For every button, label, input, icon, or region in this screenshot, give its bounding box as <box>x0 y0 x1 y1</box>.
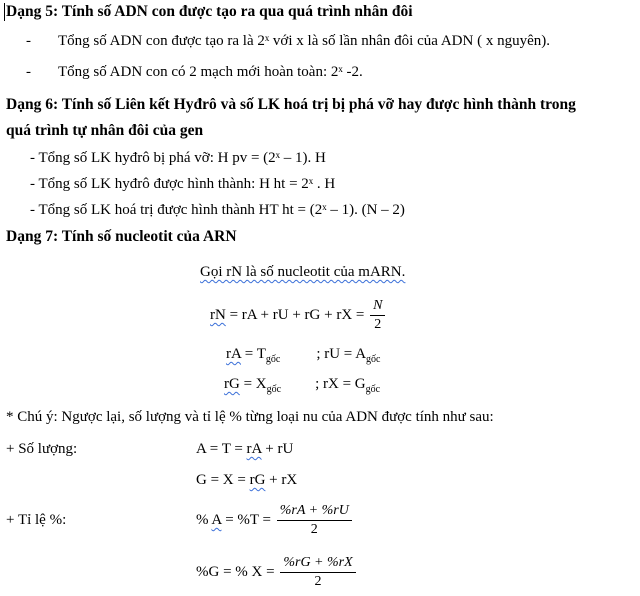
formula-rn-left: rN <box>210 307 226 323</box>
text-cursor <box>4 3 5 21</box>
soluong-eq-1-ru: + rU <box>261 441 294 457</box>
formula-ru: ; rU = A <box>316 346 367 362</box>
soluong-label: + Số lượng: <box>6 441 78 457</box>
fraction-denominator: 2 <box>314 574 322 590</box>
formula-rg: rG <box>224 376 240 392</box>
tile-eq-1 <box>196 500 354 540</box>
fraction-numerator: N <box>370 298 385 316</box>
dang6-line-3: - Tổng số LK hoá trị được hình thành HT ht = (2ˣ – 1). (N – 2) <box>30 202 405 218</box>
formula-ra-ru <box>226 344 380 364</box>
dang5-line-2: Tổng số ADN con có 2 mạch mới hoàn toàn: 2ˣ -2. <box>58 64 363 80</box>
tile-label: + Tỉ lệ %: <box>6 512 67 528</box>
dang6-title-2: quá trình tự nhân đôi của gen <box>6 122 204 139</box>
dang7-intro-text: Gọi rN là số nucleotit của mARN. <box>200 264 406 280</box>
soluong-eq-2-left: G = X = <box>196 472 250 488</box>
soluong-eq-1-ra: rA <box>246 441 262 457</box>
dang5-bullet-2: - <box>26 64 31 80</box>
dang5-bullet-1: - <box>26 33 31 49</box>
soluong-eq-1-left: A = T = <box>196 441 247 457</box>
formula-rn-fraction <box>370 298 385 333</box>
fraction-denominator: 2 <box>374 317 382 333</box>
dang5-line-1: Tổng số ADN con được tạo ra là 2ˣ với x là số lần nhân đôi của ADN ( x nguyên). <box>58 33 550 49</box>
fraction-numerator: %rG + %rX <box>280 555 355 573</box>
soluong-eq-2-rg: rG <box>249 472 266 488</box>
fraction-denominator: 2 <box>310 522 318 538</box>
tile-eq-1-fraction <box>277 503 352 538</box>
dang7-title: Dạng 7: Tính số nucleotit của ARN <box>6 228 237 245</box>
formula-rn <box>210 296 387 334</box>
formula-rn-sum: = rA + rU + rG + rX = <box>225 307 369 323</box>
formula-ra-eq: = T <box>241 346 266 362</box>
subscript-goc: gốc <box>265 354 281 365</box>
tile-eq-1-percent: % <box>196 512 212 528</box>
formula-rg-eq: = X <box>239 376 267 392</box>
dang5-title: Dạng 5: Tính số ADN con được tạo ra qua quá trình nhân đôi <box>6 3 413 20</box>
subscript-goc: gốc <box>266 384 282 395</box>
tile-eq-1-t: = %T = <box>221 512 275 528</box>
tile-eq-1-a: A <box>211 512 222 528</box>
subscript-goc: gốc <box>365 384 381 395</box>
dang6-line-2: - Tổng số LK hyđrô được hình thành: H ht = 2ˣ . H <box>30 176 336 192</box>
dang6-title-1: Dạng 6: Tính số Liên kết Hyđrô và số LK hoá trị bị phá vỡ hay được hình thành trong <box>6 96 576 113</box>
soluong-eq-1 <box>196 439 293 459</box>
fraction-numerator: %rA + %rU <box>277 503 352 521</box>
dang6-line-1: - Tổng số LK hyđrô bị phá vỡ: H pv = (2ˣ – 1). H <box>30 150 326 166</box>
formula-rg-rx <box>224 374 380 394</box>
tile-eq-2 <box>196 552 358 592</box>
subscript-goc: gốc <box>366 354 381 365</box>
soluong-eq-2-rx: + rX <box>265 472 298 488</box>
tile-eq-2-fraction <box>280 555 355 590</box>
tile-eq-2-left: %G = % X = <box>196 564 279 580</box>
note-line: * Chú ý: Ngược lại, số lượng và tỉ lệ % từng loại nu của ADN được tính như sau: <box>6 409 494 425</box>
formula-rx: ; rX = G <box>315 376 366 392</box>
formula-ra: rA <box>226 346 241 362</box>
dang7-intro <box>200 262 405 282</box>
soluong-eq-2 <box>196 470 297 490</box>
